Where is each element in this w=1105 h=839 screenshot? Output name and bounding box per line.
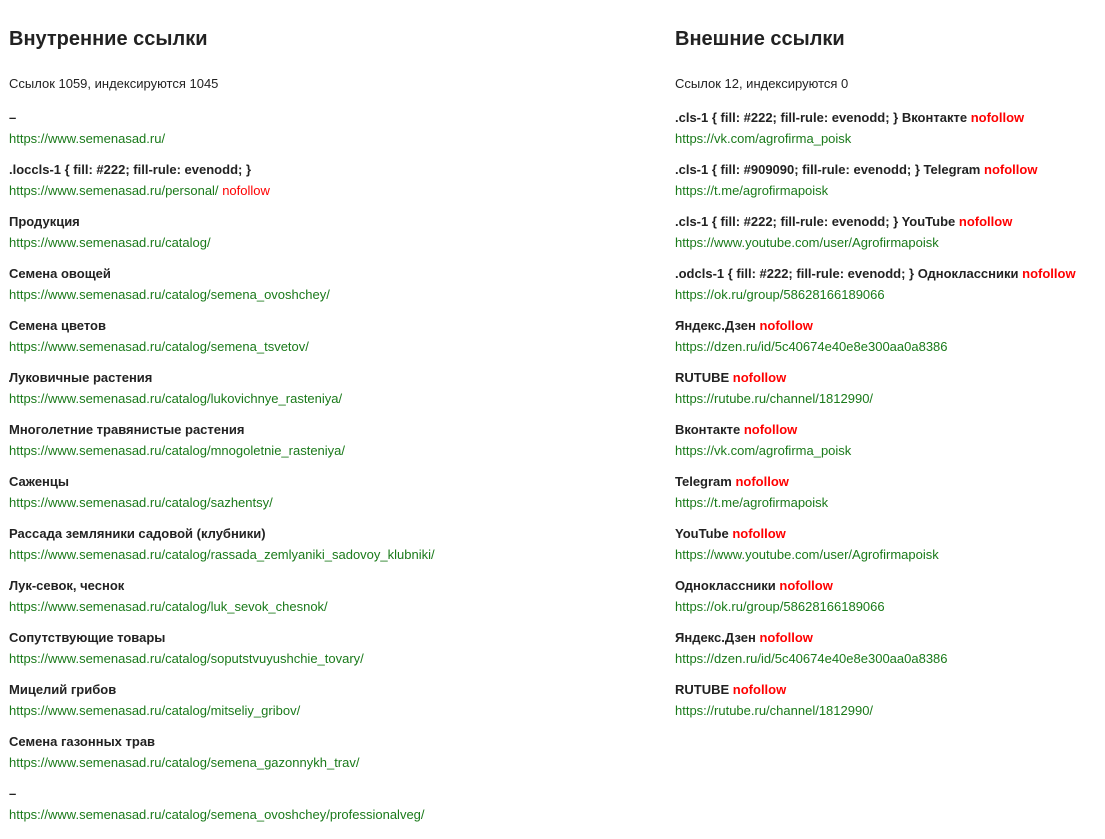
link-anchor-label: Telegram [675,474,732,489]
nofollow-badge: nofollow [1022,266,1076,281]
link-url-line [675,495,1076,511]
link-url[interactable]: https://ok.ru/group/58628166189066 [675,287,885,302]
link-anchor-label: Яндекс.Дзен [675,318,756,333]
link-url-line [675,183,1076,199]
link-url-line [9,443,435,459]
link-anchor-text: Мицелий грибов [9,682,117,697]
link-url-line [9,547,435,563]
link-anchor-text: Семена цветов [9,318,106,333]
external-link-list [675,110,1076,734]
link-item [9,734,435,786]
link-anchor-label: Вконтакте [675,422,741,437]
external-links-stats: Ссылок 12, индексируются 0 [675,76,849,91]
link-item [675,110,1076,162]
link-anchor-text: Рассада земляники садовой (клубники) [9,526,266,541]
link-anchor-label: YouTube [675,526,729,541]
link-item [9,214,435,266]
link-url[interactable]: https://www.youtube.com/user/Agrofirmapoisk [675,235,939,250]
link-anchor-text [675,266,1076,282]
link-item [9,266,435,318]
link-anchor-text [675,474,1076,490]
link-anchor-text [675,162,1076,178]
link-item [675,266,1076,318]
link-url[interactable]: https://dzen.ru/id/5c40674e40e8e300aa0a8386 [675,339,948,354]
link-url-line [9,651,435,667]
link-url-line [675,391,1076,407]
link-anchor-label: .odcls-1 { fill: #222; fill-rule: evenodd; } Одноклассники [675,266,1019,281]
link-anchor-text: Многолетние травянистые растения [9,422,245,437]
link-url-line [9,755,435,771]
link-item [675,370,1076,422]
nofollow-badge: nofollow [970,110,1025,125]
link-url[interactable]: https://www.semenasad.ru/catalog/ [9,235,211,250]
link-url-line [675,443,1076,459]
link-url-line [675,339,1076,355]
link-anchor-row [675,370,786,385]
link-anchor-text [675,370,1076,386]
link-url[interactable]: https://vk.com/agrofirma_poisk [675,131,852,146]
link-anchor-text: – [9,786,17,801]
link-anchor-text [675,318,1076,334]
link-anchor-label: Яндекс.Дзен [675,630,756,645]
nofollow-badge: nofollow [732,682,787,697]
link-anchor-text: Семена газонных трав [9,734,156,749]
link-anchor-text [675,630,1076,646]
link-item [9,370,435,422]
link-url[interactable]: https://www.semenasad.ru/catalog/semena_ovoshchey/ [9,287,330,302]
internal-links-stats: Ссылок 1059, индексируются 1045 [9,76,219,91]
nofollow-badge: nofollow [732,526,786,541]
link-anchor-row [675,682,786,697]
link-item [675,162,1076,214]
link-anchor-text: Продукция [9,214,80,229]
link-anchor-row [675,214,1012,229]
internal-link-list [9,110,435,838]
link-anchor-text: Семена овощей [9,266,111,281]
link-item [9,474,435,526]
link-anchor-text: Сопутствующие товары [9,630,166,645]
link-item [675,422,1076,474]
link-anchor-label: .cls-1 { fill: #222; fill-rule: evenodd; } Вконтакте [675,110,968,125]
link-url-line [9,339,435,355]
link-anchor-label: RUTUBE [675,682,730,697]
link-item [675,214,1076,266]
link-url-line [9,599,435,615]
link-anchor-label: .cls-1 { fill: #222; fill-rule: evenodd; } YouTube [675,214,956,229]
link-item [9,422,435,474]
link-item [9,630,435,682]
link-anchor-text: Лук-севок, чеснок [9,578,125,593]
link-item [675,630,1076,682]
link-anchor-text [675,578,1076,594]
nofollow-badge: nofollow [222,183,270,198]
link-item [9,526,435,578]
link-url-line [9,495,435,511]
link-url[interactable]: https://www.semenasad.ru/catalog/mitseliy_gribov/ [9,703,301,718]
link-url[interactable]: https://www.youtube.com/user/Agrofirmapoisk [675,547,939,562]
link-url[interactable]: https://www.semenasad.ru/catalog/semena_ovoshchey/professionalveg/ [9,807,425,822]
link-anchor-label: Одноклассники [675,578,776,593]
nofollow-badge: nofollow [732,370,787,385]
link-anchor-text [675,682,1076,698]
link-anchor-label: .cls-1 { fill: #909090; fill-rule: evenodd; } Telegram [675,162,981,177]
link-url[interactable]: https://rutube.ru/channel/1812990/ [675,703,874,718]
link-url-line [9,703,435,719]
link-url[interactable]: https://www.semenasad.ru/catalog/lukovichnye_rasteniya/ [9,391,343,406]
link-item [9,318,435,370]
link-url-line [675,599,1076,615]
link-url[interactable]: https://www.semenasad.ru/catalog/semena_gazonnykh_trav/ [9,755,360,770]
link-item [675,318,1076,370]
nofollow-badge: nofollow [743,422,798,437]
link-url[interactable]: https://t.me/agrofirmapoisk [675,495,829,510]
link-url[interactable]: https://www.semenasad.ru/catalog/mnogoletnie_rasteniya/ [9,443,346,458]
link-url[interactable]: https://ok.ru/group/58628166189066 [675,599,885,614]
nofollow-badge: nofollow [984,162,1038,177]
link-item [675,474,1076,526]
link-anchor-text: Луковичные растения [9,370,153,385]
link-url-line [675,703,1076,719]
link-item [9,110,435,162]
link-url-line [675,235,1076,251]
link-url-line [9,235,435,251]
link-url[interactable]: https://www.semenasad.ru/catalog/luk_sevok_chesnok/ [9,599,328,614]
nofollow-badge: nofollow [735,474,789,489]
link-url[interactable]: https://t.me/agrofirmapoisk [675,183,829,198]
link-anchor-row [675,162,1037,177]
link-url-line [675,131,1076,147]
link-url[interactable]: https://dzen.ru/id/5c40674e40e8e300aa0a8386 [675,651,948,666]
link-url[interactable]: https://rutube.ru/channel/1812990/ [675,391,874,406]
link-url-line [9,807,435,823]
link-url-line [675,651,1076,667]
link-url-line [9,131,435,147]
link-item [9,578,435,630]
link-anchor-row [675,318,813,333]
link-item [675,682,1076,734]
link-url-line [9,183,435,199]
link-url[interactable]: https://www.semenasad.ru/catalog/rassada_zemlyaniki_sadovoy_klubniki/ [9,547,435,562]
link-anchor-text [675,526,1076,542]
link-anchor-text [675,214,1076,230]
nofollow-badge: nofollow [759,318,813,333]
link-anchor-row [675,266,1076,281]
link-anchor-text: .loccls-1 { fill: #222; fill-rule: evenodd; } [9,162,252,177]
nofollow-badge: nofollow [779,578,833,593]
internal-links-title: Внутренние ссылки [9,28,208,50]
link-anchor-label: RUTUBE [675,370,730,385]
link-url[interactable]: https://www.semenasad.ru/catalog/soputstvuyushchie_tovary/ [9,651,364,666]
link-anchor-text: – [9,110,17,125]
nofollow-badge: nofollow [958,214,1013,229]
link-url-line [675,547,1076,563]
link-anchor-row [675,422,797,437]
link-url[interactable]: https://www.semenasad.ru/catalog/sazhentsy/ [9,495,273,510]
link-anchor-row [675,110,1024,125]
link-url-line [9,391,435,407]
link-anchor-row [675,630,813,645]
link-url[interactable]: https://www.semenasad.ru/ [9,131,166,146]
link-url[interactable]: https://www.semenasad.ru/catalog/semena_tsvetov/ [9,339,309,354]
link-item [675,526,1076,578]
link-anchor-text [675,110,1076,126]
external-links-title: Внешние ссылки [675,28,845,50]
link-anchor-row [675,578,833,593]
link-url-line [9,287,435,303]
link-url-line [675,287,1076,303]
link-item [9,162,435,214]
link-url[interactable]: https://vk.com/agrofirma_poisk [675,443,852,458]
link-url[interactable]: https://www.semenasad.ru/personal/ [9,183,219,198]
link-anchor-row [675,526,786,541]
link-anchor-row [675,474,789,489]
link-anchor-text [675,422,1076,438]
link-item [9,786,435,838]
link-item [675,578,1076,630]
link-item [9,682,435,734]
link-anchor-text: Саженцы [9,474,69,489]
nofollow-badge: nofollow [759,630,813,645]
